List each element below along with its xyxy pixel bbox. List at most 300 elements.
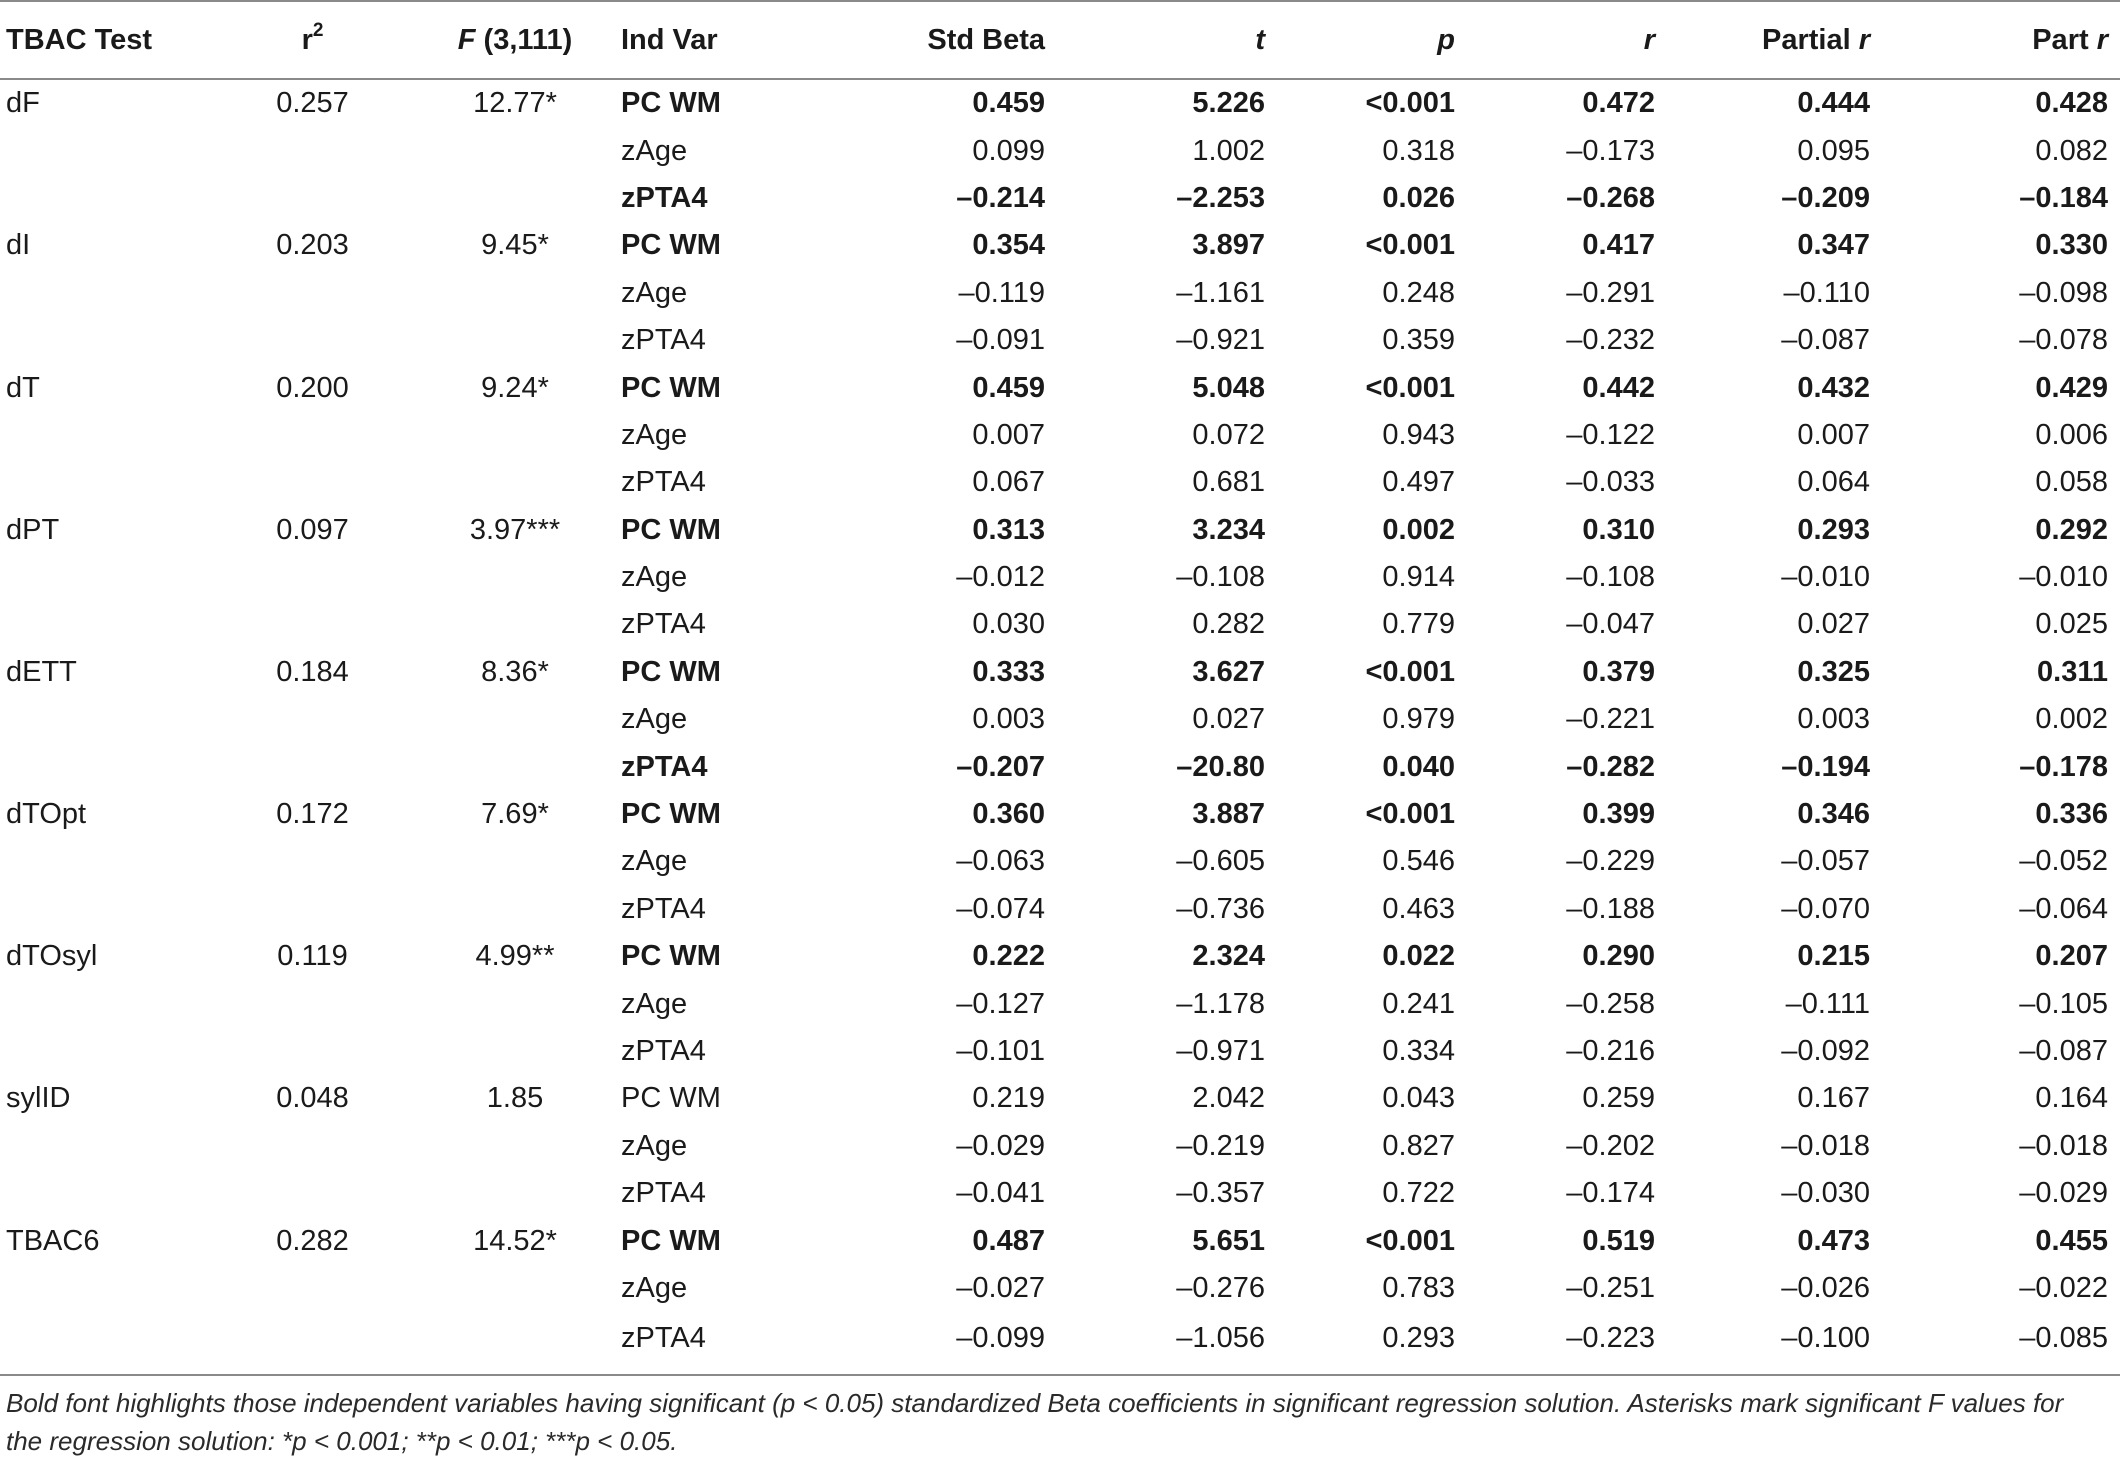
cell-test <box>0 127 210 174</box>
cell-f <box>415 554 615 601</box>
table-row <box>0 1265 2120 1312</box>
cell-f: 1.85 <box>486 1082 544 1115</box>
cell-r2: 0.097 <box>276 513 349 546</box>
cell-std-beta: –0.029 <box>956 1129 1045 1162</box>
cell-p: 0.241 <box>1382 987 1455 1020</box>
cell-test: dTOsyl <box>6 940 98 973</box>
cell-partial-r: 0.215 <box>1797 940 1870 973</box>
cell-r: –0.033 <box>1566 466 1655 499</box>
cell-p: 0.783 <box>1382 1271 1455 1304</box>
cell-partial-r: 0.003 <box>1797 703 1870 736</box>
header-ind-var: Ind Var <box>615 1 905 79</box>
cell-part-r: 0.006 <box>2035 418 2108 451</box>
cell-partial-r: –0.070 <box>1781 892 1870 925</box>
cell-ind-var: PC WM <box>621 229 721 262</box>
cell-r2: 0.048 <box>276 1082 349 1115</box>
cell-test <box>0 175 210 222</box>
cell-p: 0.914 <box>1382 561 1455 594</box>
cell-std-beta: –0.127 <box>956 987 1045 1020</box>
cell-partial-r: –0.209 <box>1781 181 1870 214</box>
cell-partial-r: –0.100 <box>1655 1312 1870 1375</box>
cell-std-beta: 0.067 <box>972 466 1045 499</box>
cell-r: –0.122 <box>1566 418 1655 451</box>
cell-f: 9.45* <box>481 229 549 262</box>
cell-std-beta: 0.333 <box>972 655 1045 688</box>
cell-std-beta: –0.207 <box>956 750 1045 783</box>
cell-ind-var: zAge <box>621 845 688 878</box>
cell-ind-var: PC WM <box>621 371 721 404</box>
cell-partial-r: –0.026 <box>1781 1271 1870 1304</box>
cell-t: 2.324 <box>1192 940 1265 973</box>
table-row <box>0 507 2120 554</box>
cell-t: –0.736 <box>1176 892 1265 925</box>
cell-p: 0.463 <box>1382 892 1455 925</box>
cell-std-beta: 0.099 <box>972 134 1045 167</box>
cell-part-r: –0.064 <box>2019 892 2108 925</box>
cell-test <box>0 601 210 648</box>
cell-p: 0.040 <box>1382 750 1455 783</box>
table-row <box>0 459 2120 506</box>
cell-r: 0.417 <box>1582 229 1655 262</box>
cell-std-beta: –0.074 <box>956 892 1045 925</box>
cell-ind-var: zAge <box>621 134 688 167</box>
cell-ind-var: zPTA4 <box>621 892 706 925</box>
cell-p: 0.546 <box>1382 845 1455 878</box>
table-row <box>0 554 2120 601</box>
cell-test: dF <box>6 87 40 120</box>
cell-r: 0.379 <box>1582 655 1655 688</box>
cell-f <box>415 127 615 174</box>
cell-p: 0.002 <box>1382 513 1455 546</box>
cell-std-beta: 0.360 <box>972 798 1045 831</box>
cell-part-r: 0.002 <box>2035 703 2108 736</box>
cell-test <box>0 317 210 364</box>
cell-test <box>0 838 210 885</box>
cell-p: 0.022 <box>1382 940 1455 973</box>
cell-part-r: –0.078 <box>2019 324 2108 357</box>
table-row <box>0 743 2120 790</box>
cell-r2: 0.203 <box>276 229 349 262</box>
cell-p: 0.026 <box>1382 181 1455 214</box>
cell-partial-r: –0.087 <box>1781 324 1870 357</box>
cell-r2 <box>210 459 415 506</box>
cell-p: 0.334 <box>1382 1035 1455 1067</box>
cell-r: 0.519 <box>1582 1224 1655 1257</box>
cell-test <box>0 1312 210 1375</box>
cell-f <box>415 980 615 1027</box>
cell-test <box>0 696 210 743</box>
cell-partial-r: 0.346 <box>1797 798 1870 831</box>
cell-partial-r: 0.027 <box>1797 608 1870 641</box>
cell-f <box>415 886 615 933</box>
table-row <box>0 79 2120 127</box>
cell-p: 0.318 <box>1382 134 1455 167</box>
cell-r: –0.173 <box>1566 134 1655 167</box>
cell-r: –0.174 <box>1566 1177 1655 1210</box>
cell-f <box>415 317 615 364</box>
cell-t: –0.921 <box>1176 324 1265 357</box>
cell-t: –20.80 <box>1176 750 1265 783</box>
cell-r2: 0.184 <box>276 655 349 688</box>
cell-r2 <box>210 1312 415 1375</box>
cell-part-r: –0.085 <box>1870 1312 2120 1375</box>
cell-r: –0.282 <box>1566 750 1655 783</box>
cell-r2 <box>210 1123 415 1170</box>
cell-f: 9.24* <box>481 371 549 404</box>
cell-p: <0.001 <box>1365 87 1455 120</box>
cell-ind-var: zPTA4 <box>621 466 706 499</box>
cell-p: <0.001 <box>1365 655 1455 688</box>
cell-p: 0.779 <box>1382 608 1455 641</box>
cell-std-beta: –0.099 <box>905 1312 1045 1375</box>
cell-std-beta: 0.007 <box>972 418 1045 451</box>
cell-r2 <box>210 696 415 743</box>
cell-part-r: –0.010 <box>2019 561 2108 594</box>
cell-test <box>0 412 210 459</box>
cell-test <box>0 1265 210 1312</box>
cell-f <box>415 601 615 648</box>
cell-f: 7.69* <box>481 798 549 831</box>
table-row <box>0 127 2120 174</box>
cell-ind-var: PC WM <box>621 87 721 120</box>
cell-r2: 0.119 <box>277 940 348 973</box>
cell-partial-r: 0.167 <box>1797 1082 1870 1115</box>
cell-part-r: 0.336 <box>2035 798 2108 831</box>
cell-ind-var: zPTA4 <box>621 1035 706 1067</box>
cell-partial-r: –0.110 <box>1783 276 1870 309</box>
table-row <box>0 696 2120 743</box>
cell-part-r: 0.311 <box>2037 655 2108 688</box>
cell-r2 <box>210 980 415 1027</box>
cell-f: 4.99** <box>475 940 555 973</box>
cell-t: 0.072 <box>1192 418 1265 451</box>
cell-std-beta: 0.354 <box>972 229 1045 262</box>
cell-r2 <box>210 554 415 601</box>
cell-r: –0.202 <box>1566 1129 1655 1162</box>
cell-p: 0.497 <box>1382 466 1455 499</box>
header-p: p <box>1265 1 1455 79</box>
cell-std-beta: 0.313 <box>972 513 1045 546</box>
cell-p: <0.001 <box>1365 371 1455 404</box>
cell-t: 2.042 <box>1192 1082 1265 1115</box>
cell-r: –0.251 <box>1566 1271 1655 1304</box>
cell-std-beta: –0.119 <box>958 276 1045 309</box>
cell-t: 3.897 <box>1192 229 1265 262</box>
cell-t: –0.971 <box>1176 1035 1265 1067</box>
cell-ind-var: zAge <box>621 1129 688 1162</box>
table-row <box>0 1217 2120 1264</box>
cell-r: 0.259 <box>1582 1082 1655 1115</box>
cell-part-r: –0.105 <box>2019 987 2108 1020</box>
header-r2: $r^2$ <box>210 1 415 79</box>
cell-r: –0.223 <box>1455 1312 1655 1375</box>
cell-f <box>415 459 615 506</box>
cell-t: –1.161 <box>1176 276 1265 309</box>
table-body <box>0 79 2120 1375</box>
cell-std-beta: –0.063 <box>956 845 1045 878</box>
cell-ind-var: zAge <box>621 561 688 594</box>
cell-partial-r: –0.194 <box>1781 750 1870 783</box>
cell-t: 3.627 <box>1192 655 1265 688</box>
cell-std-beta: 0.459 <box>972 87 1045 120</box>
cell-r: –0.216 <box>1566 1035 1655 1067</box>
cell-ind-var: zAge <box>621 987 688 1020</box>
cell-std-beta: 0.003 <box>972 703 1045 736</box>
cell-test: dT <box>6 371 40 404</box>
cell-part-r: 0.164 <box>2035 1082 2108 1115</box>
cell-t: –1.056 <box>1045 1312 1265 1375</box>
cell-r: –0.258 <box>1566 987 1655 1020</box>
header-test: TBAC Test <box>0 1 210 79</box>
cell-r2: 0.172 <box>276 798 349 831</box>
cell-f <box>415 696 615 743</box>
cell-std-beta: –0.012 <box>956 561 1045 594</box>
cell-ind-var: zAge <box>621 703 688 736</box>
cell-ind-var: zPTA4 <box>621 181 708 214</box>
cell-ind-var: PC WM <box>621 1082 721 1115</box>
cell-part-r: 0.058 <box>2035 466 2108 499</box>
cell-std-beta: 0.219 <box>972 1082 1045 1115</box>
table-row <box>0 1075 2120 1122</box>
cell-r: –0.268 <box>1566 181 1655 214</box>
table-row <box>0 933 2120 980</box>
header-std-beta: Std Beta <box>905 1 1045 79</box>
cell-partial-r: 0.095 <box>1797 134 1870 167</box>
cell-t: 0.681 <box>1192 466 1265 499</box>
cell-part-r: 0.025 <box>2035 608 2108 641</box>
cell-partial-r: –0.018 <box>1781 1129 1870 1162</box>
cell-test <box>0 886 210 933</box>
cell-r: –0.291 <box>1566 276 1655 309</box>
cell-partial-r: 0.473 <box>1797 1224 1870 1257</box>
cell-r2 <box>210 412 415 459</box>
cell-p: <0.001 <box>1365 229 1455 262</box>
cell-std-beta: –0.041 <box>956 1177 1045 1210</box>
cell-ind-var: PC WM <box>621 940 721 973</box>
cell-part-r: –0.178 <box>2019 750 2108 783</box>
cell-ind-var: zPTA4 <box>621 324 706 357</box>
cell-test: sylID <box>6 1082 71 1115</box>
cell-std-beta: –0.027 <box>956 1271 1045 1304</box>
cell-test <box>0 980 210 1027</box>
header-f: F (3,111) <box>415 1 615 79</box>
cell-part-r: 0.428 <box>2035 87 2108 120</box>
cell-test <box>0 554 210 601</box>
cell-test <box>0 1028 210 1075</box>
cell-partial-r: 0.444 <box>1797 87 1870 120</box>
cell-f: 14.52* <box>473 1224 557 1257</box>
cell-f <box>415 175 615 222</box>
cell-t: 5.226 <box>1192 87 1265 120</box>
cell-f <box>415 838 615 885</box>
cell-partial-r: –0.111 <box>1785 987 1870 1020</box>
cell-r2 <box>210 270 415 317</box>
cell-f <box>415 743 615 790</box>
cell-t: 0.282 <box>1192 608 1265 641</box>
cell-r: –0.047 <box>1566 608 1655 641</box>
table-row <box>0 222 2120 269</box>
cell-r: –0.188 <box>1566 892 1655 925</box>
cell-test <box>0 1170 210 1217</box>
cell-p: 0.979 <box>1382 703 1455 736</box>
cell-t: –0.605 <box>1176 845 1265 878</box>
cell-p: 0.827 <box>1382 1129 1455 1162</box>
cell-p: 0.043 <box>1382 1082 1455 1115</box>
cell-ind-var: zPTA4 <box>621 1177 706 1210</box>
cell-test: dTOpt <box>6 798 87 831</box>
cell-test: dI <box>6 229 31 262</box>
cell-t: 0.027 <box>1192 703 1265 736</box>
cell-std-beta: 0.459 <box>972 371 1045 404</box>
cell-p: 0.248 <box>1382 276 1455 309</box>
cell-r: 0.442 <box>1582 371 1655 404</box>
table-row <box>0 412 2120 459</box>
cell-t: –0.276 <box>1176 1271 1265 1304</box>
cell-std-beta: –0.091 <box>956 324 1045 357</box>
table-row <box>0 364 2120 411</box>
cell-std-beta: 0.222 <box>972 940 1045 973</box>
table-row <box>0 317 2120 364</box>
table-row <box>0 270 2120 317</box>
cell-f <box>415 1123 615 1170</box>
cell-partial-r: 0.293 <box>1797 513 1870 546</box>
cell-r2: 0.257 <box>276 87 349 120</box>
cell-test <box>0 1123 210 1170</box>
table-row <box>0 1312 2120 1375</box>
cell-ind-var: zAge <box>621 276 688 309</box>
table-row <box>0 886 2120 933</box>
cell-r2 <box>210 317 415 364</box>
cell-partial-r: 0.064 <box>1797 466 1870 499</box>
cell-part-r: 0.455 <box>2035 1224 2108 1257</box>
table-row <box>0 791 2120 838</box>
cell-partial-r: 0.432 <box>1797 371 1870 404</box>
header-part-r: Part r <box>1870 1 2120 79</box>
cell-ind-var: PC WM <box>621 1224 721 1257</box>
cell-ind-var: zAge <box>621 418 688 451</box>
cell-r2 <box>210 1170 415 1217</box>
cell-std-beta: 0.487 <box>972 1224 1045 1257</box>
cell-partial-r: 0.325 <box>1797 655 1870 688</box>
cell-f: 12.77* <box>473 87 557 120</box>
cell-p: 0.293 <box>1265 1312 1455 1375</box>
cell-ind-var: zAge <box>621 1271 688 1304</box>
cell-part-r: 0.207 <box>2035 940 2108 973</box>
cell-partial-r: 0.007 <box>1797 418 1870 451</box>
cell-t: 5.048 <box>1192 371 1265 404</box>
cell-ind-var: zPTA4 <box>615 1312 905 1375</box>
table-row <box>0 1170 2120 1217</box>
cell-r: 0.399 <box>1582 798 1655 831</box>
cell-ind-var: zPTA4 <box>621 608 706 641</box>
cell-p: <0.001 <box>1365 798 1455 831</box>
cell-f: 3.97*** <box>469 513 561 546</box>
cell-f <box>415 412 615 459</box>
cell-r: –0.221 <box>1566 703 1655 736</box>
cell-std-beta: –0.214 <box>956 181 1045 214</box>
cell-part-r: 0.429 <box>2035 371 2108 404</box>
cell-part-r: 0.292 <box>2035 513 2108 546</box>
cell-t: 1.002 <box>1192 134 1265 167</box>
cell-part-r: 0.330 <box>2035 229 2108 262</box>
table-footnote: Bold font highlights those independent variables having significant (p < 0.05) standardized Beta coefficients in significant regression solution. Asterisks mark significant F values for the regression solution: *p < 0.001; **p < 0.01; ***p < 0.05. <box>6 1388 2064 1456</box>
cell-r2 <box>210 127 415 174</box>
cell-r2 <box>210 886 415 933</box>
cell-t: 5.651 <box>1192 1224 1265 1257</box>
cell-ind-var: zPTA4 <box>621 750 708 783</box>
cell-part-r: –0.087 <box>2019 1035 2108 1067</box>
cell-r2 <box>210 175 415 222</box>
cell-std-beta: –0.101 <box>956 1035 1045 1067</box>
cell-r2 <box>210 1265 415 1312</box>
cell-t: 3.887 <box>1192 798 1265 831</box>
cell-test <box>0 459 210 506</box>
table-row <box>0 175 2120 222</box>
cell-partial-r: –0.092 <box>1781 1035 1870 1067</box>
cell-r2: 0.282 <box>276 1224 349 1257</box>
cell-f <box>415 1265 615 1312</box>
header-r: r <box>1455 1 1655 79</box>
cell-part-r: 0.082 <box>2035 134 2108 167</box>
cell-r2 <box>210 743 415 790</box>
cell-partial-r: –0.010 <box>1781 561 1870 594</box>
cell-t: –0.219 <box>1176 1129 1265 1162</box>
cell-r2 <box>210 1028 415 1075</box>
table-row <box>0 601 2120 648</box>
table-header-row <box>0 1 2120 79</box>
cell-r: –0.232 <box>1566 324 1655 357</box>
cell-t: –0.108 <box>1176 561 1265 594</box>
cell-f <box>415 1312 615 1375</box>
header-partial-r: Partial r <box>1655 1 1870 79</box>
table-row <box>0 838 2120 885</box>
cell-t: –1.178 <box>1176 987 1265 1020</box>
cell-p: 0.722 <box>1382 1177 1455 1210</box>
cell-ind-var: PC WM <box>621 798 721 831</box>
cell-part-r: –0.029 <box>2019 1177 2108 1210</box>
cell-test: TBAC6 <box>6 1224 100 1257</box>
table-row <box>0 649 2120 696</box>
cell-part-r: –0.052 <box>2019 845 2108 878</box>
cell-std-beta: 0.030 <box>972 608 1045 641</box>
cell-r2: 0.200 <box>276 371 349 404</box>
table-row <box>0 1028 2120 1075</box>
cell-partial-r: –0.030 <box>1781 1177 1870 1210</box>
cell-partial-r: 0.347 <box>1797 229 1870 262</box>
cell-r: 0.472 <box>1582 87 1655 120</box>
cell-p: 0.943 <box>1382 418 1455 451</box>
cell-ind-var: PC WM <box>621 655 721 688</box>
cell-test: dETT <box>6 655 77 688</box>
cell-p: <0.001 <box>1365 1224 1455 1257</box>
cell-p: 0.359 <box>1382 324 1455 357</box>
cell-r: 0.310 <box>1582 513 1655 546</box>
cell-part-r: –0.018 <box>2019 1129 2108 1162</box>
cell-t: –0.357 <box>1176 1177 1265 1210</box>
cell-test <box>0 743 210 790</box>
cell-f <box>415 270 615 317</box>
cell-part-r: –0.184 <box>2019 181 2108 214</box>
cell-t: –2.253 <box>1176 181 1265 214</box>
cell-f <box>415 1170 615 1217</box>
cell-part-r: –0.098 <box>2019 276 2108 309</box>
cell-f <box>415 1028 615 1075</box>
header-t: t <box>1045 1 1265 79</box>
cell-r2 <box>210 601 415 648</box>
cell-r2 <box>210 838 415 885</box>
cell-partial-r: –0.057 <box>1781 845 1870 878</box>
table-row <box>0 1123 2120 1170</box>
